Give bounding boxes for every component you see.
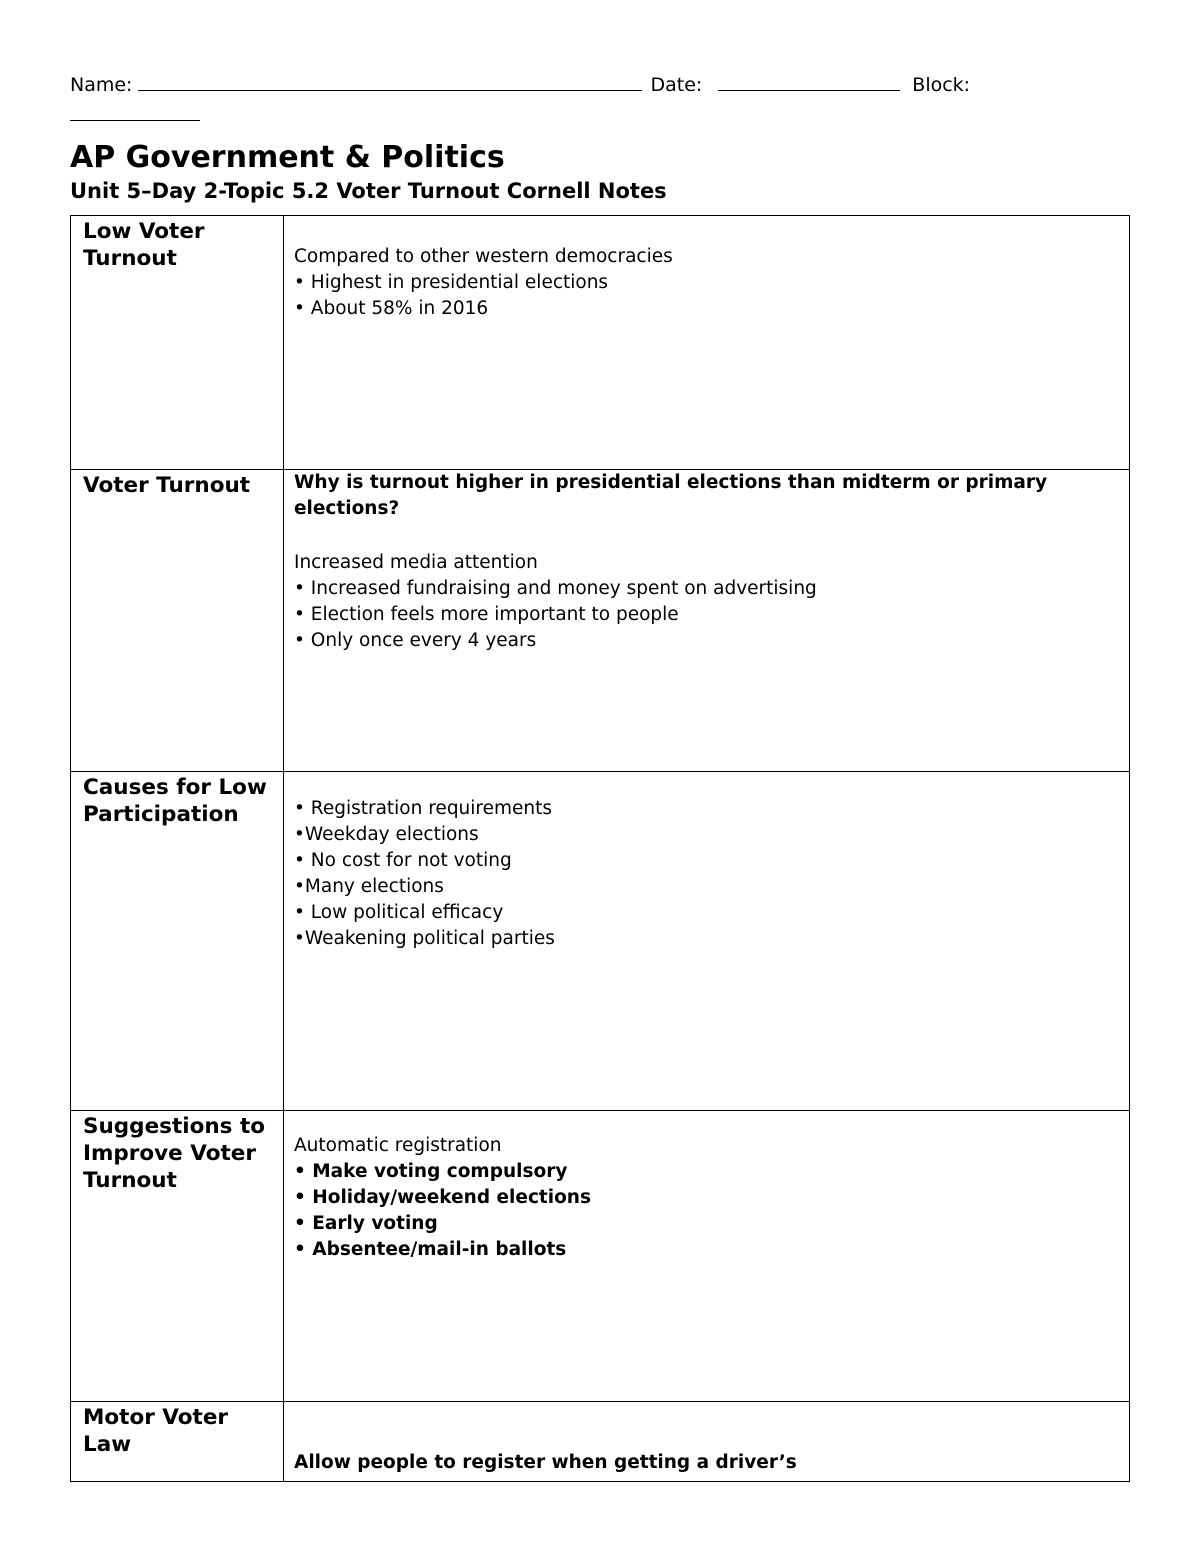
- cue-label: Causes for Low Participation: [83, 775, 267, 827]
- note-question: Why is turnout higher in presidential elections than midterm or primary elections?: [294, 472, 1048, 519]
- note-line: • Holiday/weekend elections: [294, 1187, 591, 1208]
- notes-cell[interactable]: [284, 1402, 1130, 1482]
- page-title: AP Government & Politics: [70, 140, 505, 175]
- notes-cell[interactable]: [284, 772, 1130, 1111]
- notes-cell[interactable]: [284, 470, 1130, 772]
- date-field[interactable]: [718, 70, 900, 91]
- name-field[interactable]: [138, 70, 642, 91]
- block-label: Block:: [912, 74, 971, 96]
- student-info-header: [70, 70, 970, 98]
- cornell-notes-table: [70, 215, 1130, 1482]
- note-line: • No cost for not voting: [294, 850, 512, 871]
- note-line: • Make voting compulsory: [294, 1161, 568, 1182]
- note-line: • Election feels more important to people: [294, 604, 679, 625]
- note-line: • Absentee/mail-in ballots: [294, 1239, 567, 1260]
- cue-cell: [71, 216, 284, 470]
- notes-row: [71, 772, 1130, 1111]
- block-field[interactable]: [70, 100, 200, 121]
- note-line: •Weakening political parties: [294, 928, 555, 949]
- note-line: Automatic registration: [294, 1135, 502, 1156]
- note-line: • Registration requirements: [294, 798, 553, 819]
- note-line: Increased media attention: [294, 552, 538, 573]
- notes-row: [71, 216, 1130, 470]
- note-line: • Low political efficacy: [294, 902, 504, 923]
- cue-label: Voter Turnout: [83, 473, 251, 498]
- cue-cell: [71, 772, 284, 1111]
- cue-label: Low Voter Turnout: [83, 219, 205, 271]
- notes-cell[interactable]: [284, 216, 1130, 470]
- note-line: •Many elections: [294, 876, 444, 897]
- notes-cell[interactable]: [284, 1111, 1130, 1402]
- notes-row: [71, 1111, 1130, 1402]
- cue-label: Motor Voter Law: [83, 1405, 228, 1457]
- note-line: • About 58% in 2016: [294, 298, 489, 319]
- note-line: Allow people to register when getting a driver’s: [294, 1452, 797, 1473]
- note-line: Compared to other western democracies: [294, 246, 673, 267]
- cue-cell: [71, 1111, 284, 1402]
- note-line: • Highest in presidential elections: [294, 272, 609, 293]
- cue-cell: [71, 1402, 284, 1482]
- page-subtitle: Unit 5–Day 2-Topic 5.2 Voter Turnout Cornell Notes: [70, 179, 667, 203]
- note-line: • Early voting: [294, 1213, 438, 1234]
- date-label: Date:: [650, 74, 703, 96]
- note-line: •Weekday elections: [294, 824, 479, 845]
- cue-cell: [71, 470, 284, 772]
- name-label: Name:: [70, 74, 133, 96]
- notes-row: [71, 470, 1130, 772]
- notes-row: [71, 1402, 1130, 1482]
- note-line: • Increased fundraising and money spent on advertising: [294, 578, 817, 599]
- note-line: • Only once every 4 years: [294, 630, 537, 651]
- cue-label: Suggestions to Improve Voter Turnout: [83, 1114, 266, 1193]
